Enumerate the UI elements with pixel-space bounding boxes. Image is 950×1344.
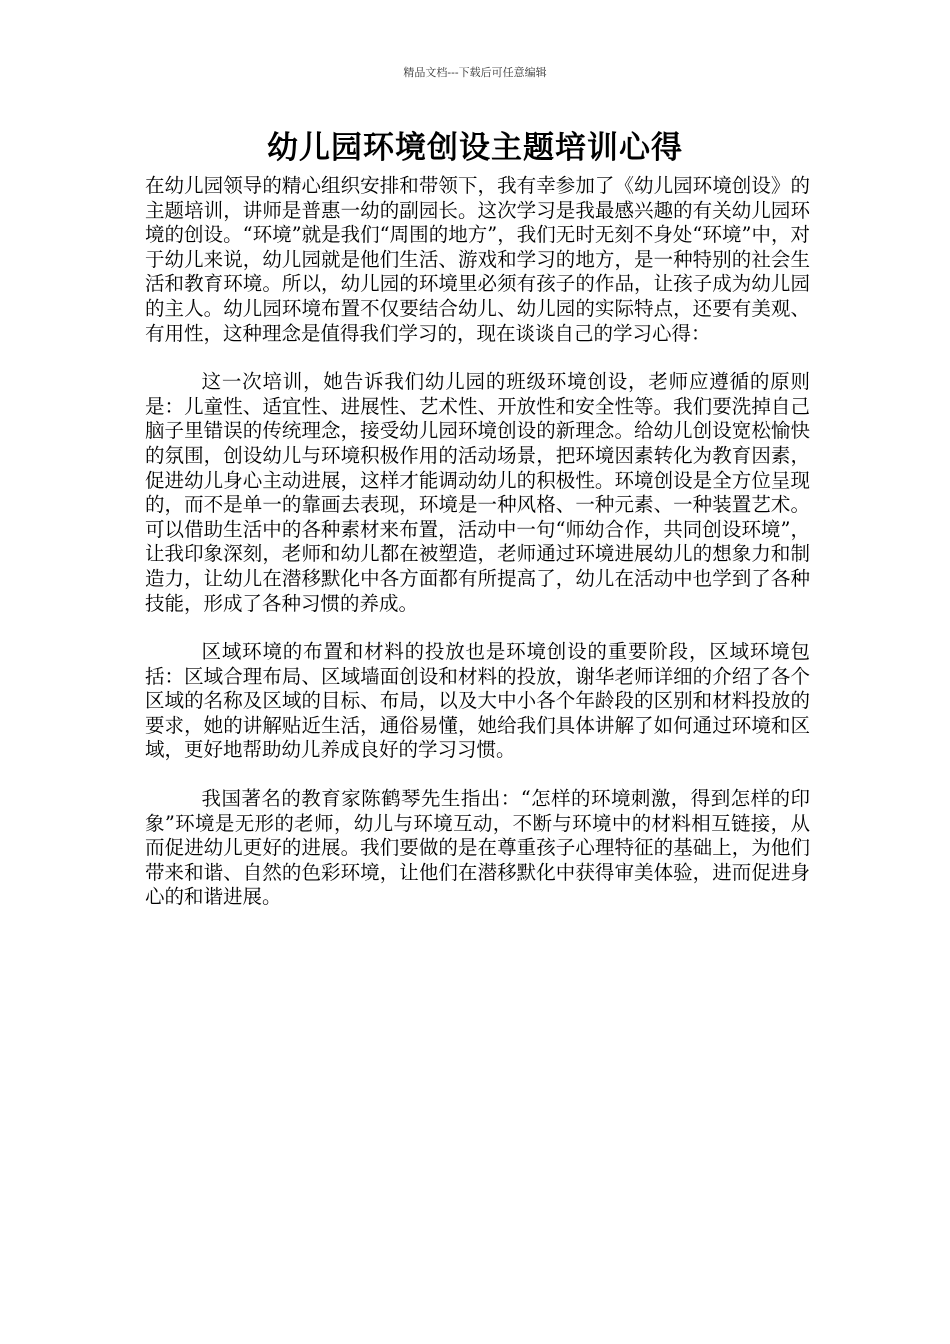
paragraph-intro: 在幼儿园领导的精心组织安排和带领下，我有幸参加了《幼儿园环境创设》的主题培训，讲师是普惠一幼的副园长。这次学习是我最感兴趣的有关幼儿园环境的创设。“环境”就是我们“周围的地方”，我们无时无刻不身处“环境”中，对于幼儿来说，幼儿园就是他们生活、游戏和学习的地方，是一种特别的社会生活和教育环境。所以，幼儿园的环境里必须有孩子的作品，让孩子成为幼儿园的主人。幼儿园环境布置不仅要结合幼儿、幼儿园的实际特点，还要有美观、有用性，这种理念是值得我们学习的，现在谈谈自己的学习心得： [145,174,810,345]
document-body [145,174,810,934]
document-header-note: 精品文档---下载后可任意编辑 [403,66,547,79]
paragraph-area-environment: 区域环境的布置和材料的投放也是环境创设的重要阶段，区域环境包括：区域合理布局、区域墙面创设和材料的投放，谢华老师详细的介绍了各个区域的名称及区域的目标、布局，以及大中小各个年龄段的区别和材料投放的要求，她的讲解贴近生活，通俗易懂，她给我们具体讲解了如何通过环境和区域，更好地帮助幼儿养成良好的学习习惯。 [145,640,810,762]
document-title: 幼儿园环境创设主题培训心得 [267,130,683,166]
paragraph-training-principles: 这一次培训，她告诉我们幼儿园的班级环境创设，老师应遵循的原则是：儿童性、适宜性、进展性、艺术性、开放性和安全性等。我们要洗掉自己脑子里错误的传统理念，接受幼儿园环境创设的新理念。给幼儿创设宽松愉快的氛围，创设幼儿与环境积极作用的活动场景，把环境因素转化为教育因素，促进幼儿身心主动进展，这样才能调动幼儿的积极性。环境创设是全方位呈现的，而不是单一的靠画去表现，环境是一种风格、一种元素、一种装置艺术。可以借助生活中的各种素材来布置，活动中一句“师幼合作，共同创设环境”，让我印象深刻，老师和幼儿都在被塑造，老师通过环境进展幼儿的想象力和制造力，让幼儿在潜移默化中各方面都有所提高了，幼儿在活动中也学到了各种技能，形成了各种习惯的养成。 [145,370,810,615]
paragraph-conclusion: 我国著名的教育家陈鹤琴先生指出：“怎样的环境刺激，得到怎样的印象”环境是无形的老师，幼儿与环境互动，不断与环境中的材料相互链接，从而促进幼儿更好的进展。我们要做的是在尊重孩子心理特征的基础上，为他们带来和谐、自然的色彩环境，让他们在潜移默化中获得审美体验，进而促进身心的和谐进展。 [145,787,810,909]
